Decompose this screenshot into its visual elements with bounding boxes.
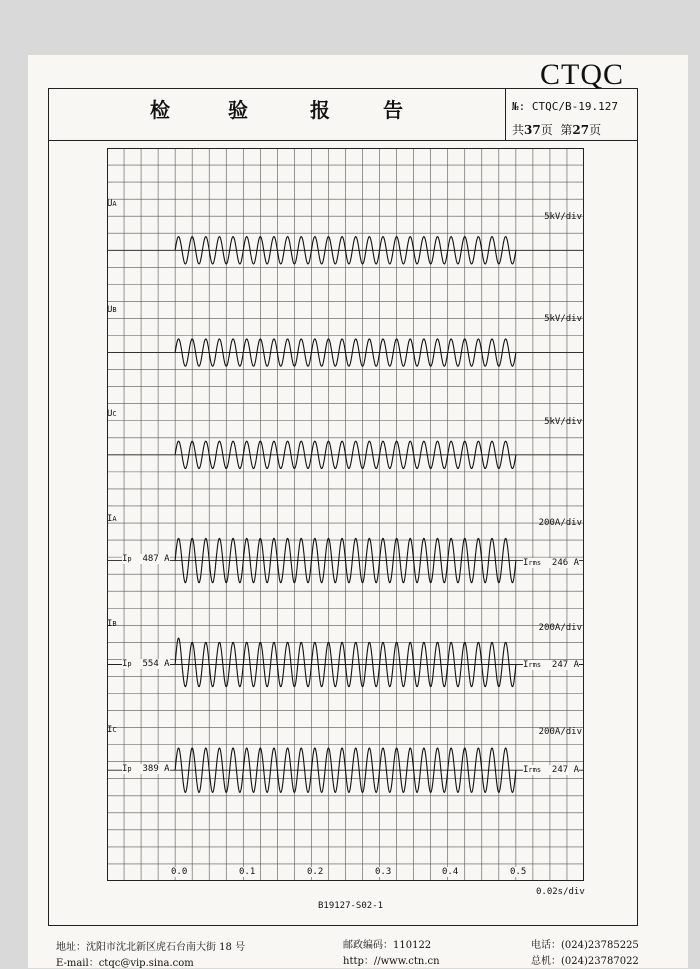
channel-label-ua: UA — [107, 199, 117, 209]
record-id: B19127-S02-1 — [318, 901, 384, 911]
title-char: 报 — [310, 98, 330, 122]
channel-label-ia: IA — [107, 514, 117, 524]
rms-label-ic: Irms 247 A — [523, 765, 580, 775]
footer-phone: 电话：(024)23785225 — [531, 940, 639, 951]
scale-ub: 5kV/div — [544, 314, 582, 324]
footer-switchboard: 总机：(024)23787022 — [531, 956, 639, 967]
brand-logo-text: CTQC — [540, 58, 625, 91]
footer-postcode: 邮政编码：110122 — [343, 940, 432, 951]
channel-label-ic: IC — [107, 725, 117, 735]
oscillogram-chart — [107, 148, 584, 881]
channel-label-ib: IB — [107, 619, 117, 629]
rms-label-ib: Irms 247 A — [523, 660, 580, 670]
page-count — [512, 121, 601, 138]
x-tick-label: 0.0 — [171, 867, 188, 877]
title-char: 验 — [228, 98, 248, 122]
pages-total-suffix: 页 — [540, 123, 553, 137]
page-current-suffix: 页 — [589, 123, 602, 137]
x-tick-label: 0.1 — [239, 867, 256, 877]
scale-uc: 5kV/div — [544, 417, 582, 427]
page-current: 27 — [572, 123, 590, 137]
peak-label-ic: Ip 389 A — [122, 764, 170, 774]
page-current-prefix: 第 — [560, 123, 573, 137]
x-tick-label: 0.3 — [375, 867, 392, 877]
scale-ic: 200A/div — [538, 727, 582, 737]
header-divider — [48, 140, 638, 141]
title-char: 告 — [383, 98, 403, 122]
scale-ua: 5kV/div — [544, 212, 582, 222]
title-char: 检 — [150, 98, 170, 122]
footer-email: E-mail：ctqc@vip.sina.com — [56, 958, 194, 969]
footer-website: http：//www.ctn.cn — [343, 956, 440, 967]
document-number: №: CTQC/B-19.127 — [512, 100, 618, 113]
channel-label-ub: UB — [107, 305, 117, 315]
x-tick-label: 0.2 — [307, 867, 324, 877]
pages-total: 37 — [524, 123, 541, 137]
header-separator — [505, 88, 506, 140]
peak-label-ib: Ip 554 A — [122, 659, 170, 669]
x-tick-label: 0.5 — [510, 867, 527, 877]
channel-label-uc: UC — [107, 409, 117, 419]
rms-label-ia: Irms 246 A — [523, 558, 580, 568]
x-tick-label: 0.4 — [442, 867, 459, 877]
scale-ib: 200A/div — [538, 623, 582, 633]
peak-label-ia: Ip 487 A — [122, 554, 170, 564]
scale-ia: 200A/div — [538, 518, 582, 528]
footer-address: 地址：沈阳市沈北新区虎石台南大街 18 号 — [56, 942, 246, 953]
pages-total-prefix: 共 — [512, 123, 525, 137]
time-scale: 0.02s/div — [536, 887, 585, 897]
